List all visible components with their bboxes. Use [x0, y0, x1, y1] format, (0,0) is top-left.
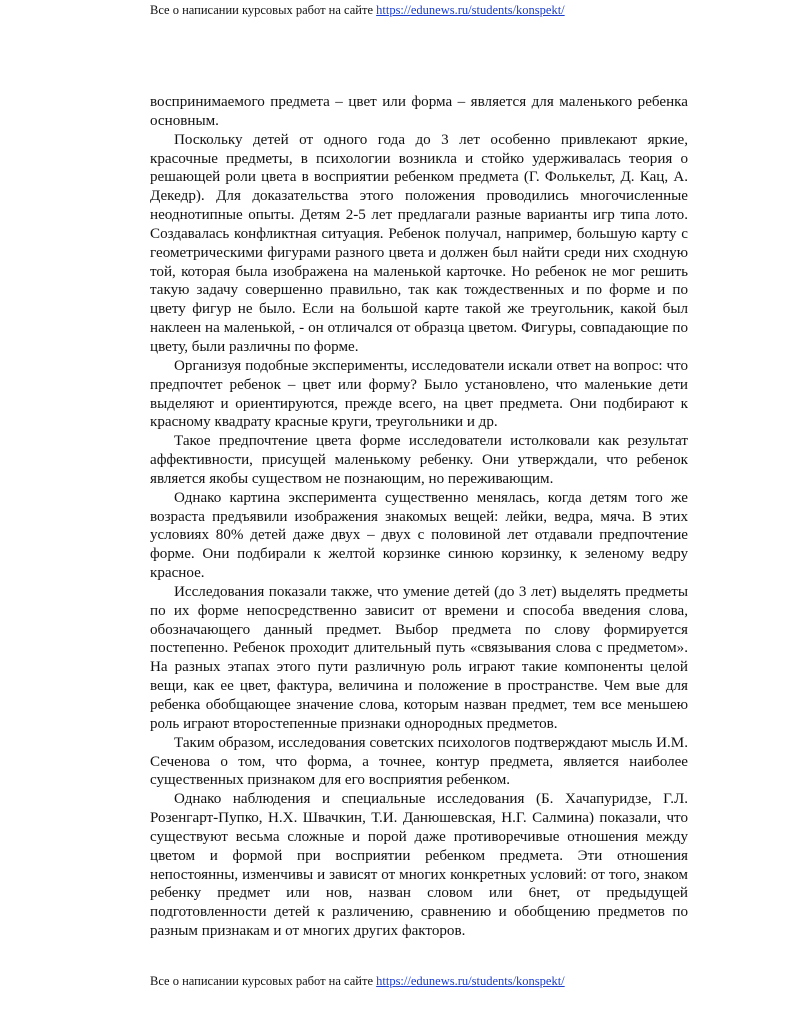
paragraph-4: Такое предпочтение цвета форме исследователи истолковали как результат аффективности, присущей маленькому ребенку. Они утверждали, что ребенок является якобы существом не познающим, но переживающим. — [150, 433, 688, 487]
footer-text: Все о написании курсовых работ на сайте — [150, 974, 373, 988]
header-link[interactable]: https://edunews.ru/students/konspekt/ — [376, 3, 565, 17]
paragraph-2: Поскольку детей от одного года до 3 лет особенно привлекают яркие, красочные предметы, в психологии возникла и стойко удерживалась теория о решающей роли цвета в восприятии ребенком предмета (Г. Фолькельт, Д. Кац, А. Декедр). Для доказательства этого положения проводились многочисленные неоднотипные опыты. Детям 2-5 лет предлагали разные варианты игр типа лото. Создавалась конфликтная ситуация. Ребенок получал, например, большую карту с геометрическими фигурами разного цвета и должен был найти среди них сходную той, которая была изображена на маленькой карточке. Но ребенок не мог решить такую задачу совершенно правильно, так как тождественных и по форме и по цвету фигур не было. Если на большой карте такой же треугольник, какой был наклеен на маленькой, - он отличался от образца цветом. Фигуры, совпадающие по цвету, были различны по форме. — [150, 131, 688, 355]
paragraph-6: Исследования показали также, что умение детей (до 3 лет) выделять предметы по их форме непосредственно зависит от времени и способа введения слова, обозначающего данный предмет. Выбор предмета по слову формируется постепенно. Ребенок проходит длительный путь «связывания слова с предметом». На разных этапах этого пути различную роль играют такие компоненты целой вещи, как ее цвет, фактура, величина и положение в пространстве. Чем вые для ребенка обобщающее значение слова, которым назван предмет, тем все меньшею роль играют второстепенные признаки однородных предметов. — [150, 583, 688, 732]
paragraph-5: Однако картина эксперимента существенно менялась, когда детям того же возраста предъявили изображения знакомых вещей: лейки, ведра, мяча. В этих условиях 80% детей даже двух – двух с половиной лет отдавали предпочтение форме. Они подбирали к желтой корзинке синюю корзинку, к зеленому ведру красное. — [150, 489, 688, 582]
paragraph-3: Организуя подобные эксперименты, исследователи искали ответ на вопрос: что предпочтет ребенок – цвет или форму? Было установлено, что маленькие дети выделяют и ориентируются, прежде всего, на цвет предмета. Они подбирают к красному квадрату красные круги, треугольники и др. — [150, 357, 688, 431]
page-header — [150, 2, 565, 18]
paragraph-8: Однако наблюдения и специальные исследования (Б. Хачапуридзе, Г.Л. Розенгарт-Пупко, Н.Х. Швачкин, Т.И. Данюшевская, Н.Г. Салмина) показали, что существуют весьма сложные и порой даже противоречивые отношения между цветом и формой при восприятии ребенком предмета. Эти отношения непостоянны, изменчивы и зависят от многих конкретных условий: от того, знаком ребенку предмет или нов, назван словом или 6нет, от предыдущей подготовленности детей к различению, сравнению и обобщению предметов по разным признакам и от многих других факторов. — [150, 791, 688, 940]
document-body — [150, 93, 688, 941]
paragraph-7: Таким образом, исследования советских психологов подтверждают мысль И.М. Сеченова о том, что форма, а точнее, контур предмета, является наиболее существенных признаком для его восприятия ребенком. — [150, 734, 688, 789]
page-footer — [150, 973, 565, 989]
footer-link[interactable]: https://edunews.ru/students/konspekt/ — [376, 974, 565, 988]
header-text: Все о написании курсовых работ на сайте — [150, 3, 373, 17]
paragraph-1: воспринимаемого предмета – цвет или форма – является для маленького ребенка основным. — [150, 94, 688, 129]
